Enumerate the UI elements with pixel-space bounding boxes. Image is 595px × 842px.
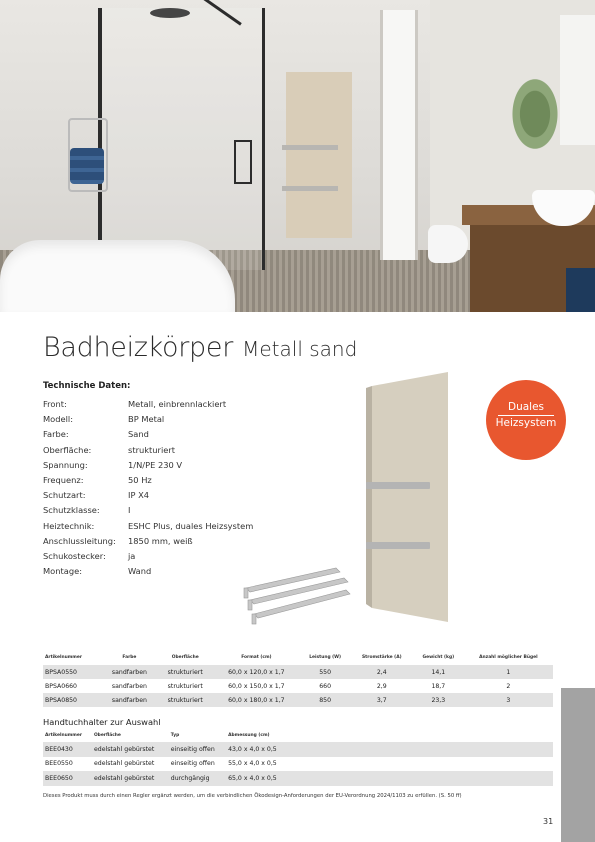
spec-key: Front: — [43, 399, 67, 409]
table-cell: sandfarben — [111, 682, 147, 690]
spec-value: ESHC Plus, duales Heizsystem — [128, 520, 254, 531]
side-tab — [561, 688, 595, 842]
window — [380, 10, 418, 260]
table-row — [43, 742, 553, 757]
spec-value: IP X4 — [128, 490, 150, 501]
spec-key: Oberfläche: — [43, 444, 92, 455]
spec-key: Schutzklasse: — [43, 505, 100, 516]
badge-line2: Heizsystem — [495, 417, 557, 429]
title-sub: Metall sand — [242, 337, 358, 361]
table-cell — [289, 771, 553, 786]
table-cell: 2,4 — [351, 665, 413, 679]
table-cell: 60,0 x 180,0 x 1,7 — [213, 693, 299, 707]
table-cell — [289, 757, 553, 772]
table-cell: 18,7 — [431, 682, 446, 690]
tech-data-heading: Technische Daten: — [43, 381, 131, 391]
table-cell: 660 — [319, 682, 332, 690]
table-cell: 14,1 — [413, 665, 464, 679]
toilet — [428, 225, 468, 263]
towel-bar — [282, 186, 338, 191]
table-row — [43, 757, 553, 772]
spec-key: Schutzart: — [43, 490, 86, 501]
col-header: Oberfläche — [93, 733, 121, 738]
badge-divider — [498, 415, 554, 416]
table-header-row — [43, 649, 553, 665]
table-cell: edelstahl gebürstet — [92, 771, 169, 786]
table-cell: 550 — [300, 665, 351, 679]
table-cell: edelstahl gebürstet — [92, 742, 169, 757]
shower-enclosure — [98, 8, 265, 270]
towel-holders-image — [240, 560, 352, 630]
title-main: Badheizkörper — [43, 332, 234, 363]
spec-key: Anschlussleitung: — [43, 535, 116, 546]
table-cell: 60,0 x 120,0 x 1,7 — [213, 665, 299, 679]
spec-value: Wand — [128, 566, 152, 577]
table-cell: durchgängig — [169, 771, 226, 786]
col-header: Typ — [170, 733, 180, 738]
plant — [500, 60, 570, 150]
col-header: Farbe — [122, 654, 137, 660]
spec-key: Schukostecker: — [43, 550, 106, 561]
table-cell: BEE0550 — [45, 760, 73, 768]
table-cell: einseitig offen — [170, 760, 215, 768]
table-cell: 23,3 — [413, 693, 464, 707]
spec-key: Heiztechnik: — [43, 520, 95, 531]
radiator-photo — [286, 72, 352, 238]
spec-value: 1850 mm, weiß — [128, 535, 193, 546]
spec-row — [43, 521, 303, 536]
spec-row — [43, 445, 303, 460]
table-cell: 3 — [464, 693, 553, 707]
table-cell — [289, 742, 553, 757]
table-cell: BEE0430 — [43, 742, 92, 757]
table-cell: strukturiert — [157, 665, 213, 679]
badge-line1: Duales — [507, 401, 545, 413]
bathtub — [0, 240, 235, 312]
col-header — [289, 729, 553, 742]
table-cell: strukturiert — [157, 693, 213, 707]
table-cell: einseitig offen — [169, 742, 226, 757]
spec-value: Metall, einbrennlackiert — [128, 399, 227, 409]
shower-door-handle — [234, 140, 252, 184]
spec-row — [43, 536, 303, 551]
col-header: Stromstärke (A) — [362, 654, 402, 660]
table-header-row — [43, 729, 553, 742]
holder-table-heading: Handtuchhalter zur Auswahl — [43, 717, 161, 727]
table-cell: BPSA0660 — [45, 682, 77, 690]
spec-row — [43, 505, 303, 520]
table-cell: sandfarben — [102, 665, 158, 679]
table-cell: BPSA0550 — [43, 665, 102, 679]
towel — [566, 268, 595, 312]
footnote: Dieses Produkt muss durch einen Regler ergänzt werden, um die verbindlichen Ökodesign-Anforderungen der EU-Verordnung 2024/1103 zu erfüllen. (S. 50 ff) — [43, 793, 462, 799]
table-row — [43, 665, 553, 679]
towels — [70, 148, 104, 184]
table-cell: 2,9 — [376, 682, 387, 690]
table-cell: 60,0 x 150,0 x 1,7 — [228, 682, 285, 690]
table-cell: strukturiert — [167, 682, 203, 690]
spec-value: 50 Hz — [128, 474, 152, 485]
spec-row — [43, 460, 303, 475]
spec-key: Spannung: — [43, 459, 88, 470]
spec-key: Modell: — [43, 414, 74, 425]
spec-list — [43, 399, 303, 581]
table-cell: 1 — [464, 665, 553, 679]
col-header: Leistung (W) — [309, 654, 342, 660]
spec-value: ja — [128, 550, 136, 561]
table-cell: 2 — [506, 682, 511, 690]
product-table — [43, 649, 553, 707]
col-header: Artikelnummer — [45, 654, 82, 660]
col-header: Format (cm) — [241, 654, 272, 660]
spec-row — [43, 399, 303, 414]
towel-bar — [282, 145, 338, 150]
table-row — [43, 771, 553, 786]
page-number: 31 — [543, 817, 554, 826]
table-cell: 65,0 x 4,0 x 0,5 — [226, 771, 289, 786]
table-row — [43, 693, 553, 707]
table-cell: 3,7 — [351, 693, 413, 707]
col-header: Artikelnummer — [45, 733, 82, 738]
spec-row — [43, 475, 303, 490]
table-cell: 55,0 x 4,0 x 0,5 — [228, 760, 277, 768]
col-header: Anzahl möglicher Bügel — [479, 654, 538, 660]
page-title — [43, 332, 357, 363]
radiator-product-image — [366, 372, 448, 622]
table-cell: edelstahl gebürstet — [93, 760, 155, 768]
spec-value: strukturiert — [128, 444, 176, 455]
spec-key: Farbe: — [43, 429, 69, 440]
spec-key: Frequenz: — [43, 474, 84, 485]
spec-value: Sand — [128, 429, 149, 440]
hero-photo — [0, 0, 595, 312]
spec-value: BP Metal — [128, 414, 165, 425]
col-header: Gewicht (kg) — [422, 654, 455, 660]
table-cell: sandfarben — [102, 693, 158, 707]
table-cell: 850 — [300, 693, 351, 707]
table-cell: BEE0650 — [43, 771, 92, 786]
dual-heating-badge — [486, 380, 566, 460]
spec-value: I — [128, 505, 131, 516]
spec-value: 1/N/PE 230 V — [128, 459, 183, 470]
table-cell: BPSA0850 — [43, 693, 102, 707]
spec-row — [43, 414, 303, 429]
spec-key: Montage: — [43, 566, 82, 577]
table-row — [43, 679, 553, 693]
table-cell: 43,0 x 4,0 x 0,5 — [226, 742, 289, 757]
spec-row — [43, 490, 303, 505]
col-header: Oberfläche — [171, 654, 199, 660]
spec-row — [43, 429, 303, 444]
col-header: Abmessung (cm) — [228, 733, 270, 738]
holder-table — [43, 729, 553, 786]
